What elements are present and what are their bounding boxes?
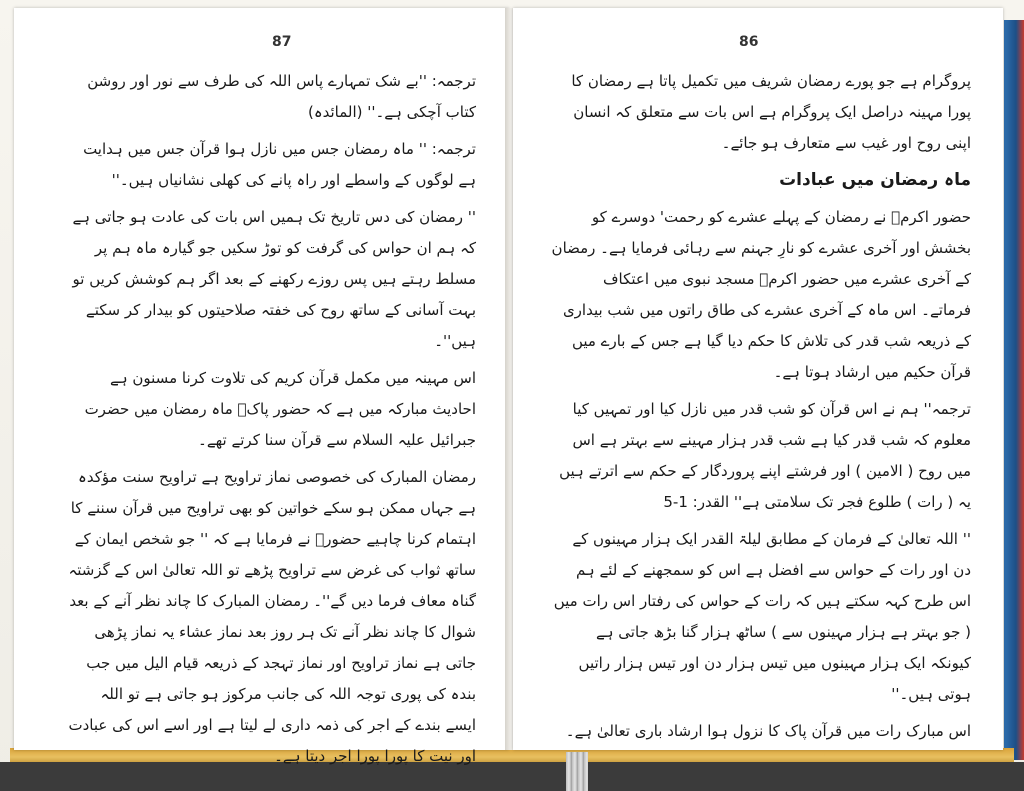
paragraph: '' اللہ تعالیٰ کے فرمان کے مطابق لیلۃ القدر ایک ہزار مہینوں کے دن اور رات کے حواس سے افضل ہے اس کو سمجھنے کے لئے ہم اس طرح کہہ سکتے ہیں کہ رات کے حواس کی رفتار اس رات میں ( جو بہتر ہے ہزار مہینوں سے ) ساٹھ ہزار گنا بڑھ جاتی ہے کیونکہ ایک ہزار مہینوں میں تیس ہزار دن اور تیس ہزار راتیں ہوتی ہیں۔'' — [553, 530, 971, 703]
right-page-text — [551, 66, 971, 753]
paragraph: ترجمہ: '' ماہ رمضان جس میں نازل ہوا قرآن جس میں ہدایت ہے لوگوں کے واسطے اور راہ پانے کی کھلی نشانیاں ہیں۔'' — [83, 140, 476, 189]
paragraph: ترجمہ: ''بے شک تمہارے پاس اللہ کی طرف سے نور اور روشن کتاب آچکی ہے۔'' (المائدہ) — [87, 72, 476, 121]
page-number: 87 — [272, 34, 292, 50]
paragraph: اس مبارک رات میں قرآن پاک کا نزول ہوا ارشاد باری تعالیٰ ہے۔ — [565, 722, 971, 740]
paragraph: پروگرام ہے جو پورے رمضان شریف میں تکمیل پاتا ہے رمضان کا پورا مہینہ دراصل ایک پروگرام ہے اس بات سے متعلق کہ انسان اپنی روح اور غیب سے متعارف ہو جائے۔ — [571, 72, 971, 152]
left-page-text — [66, 66, 476, 778]
bookmark-ribbon — [566, 752, 588, 791]
paragraph: ترجمہ'' ہم نے اس قرآن کو شب قدر میں نازل کیا اور تمہیں کیا معلوم کہ شب قدر کیا ہے شب قدر ہزار مہینے سے بہتر ہے اس میں روح ( الامین ) اور فرشتے اپنے پروردگار کے حکم سے اترتے ہیں یہ ( رات ) طلوع فجر تک سلامتی ہے'' القدر: 1-5 — [559, 400, 971, 511]
section-heading: ماہ رمضان میں عبادات — [779, 170, 971, 190]
page-number: 86 — [739, 34, 759, 50]
left-page — [14, 8, 509, 765]
book-cover-edge — [1004, 20, 1024, 760]
right-page — [513, 8, 1003, 750]
paragraph: '' رمضان کی دس تاریخ تک ہمیں اس بات کی عادت ہو جاتی ہے کہ ہم ان حواس کی گرفت کو توڑ سکیں جو گیارہ ماہ ہم پر مسلط رہتے ہیں پس روزے رکھنے کے بعد اگر ہم کوشش کریں تو بہت آسانی کے ساتھ روح کی خفتہ صلاحیتوں کو بیدار کر سکتے ہیں''۔ — [72, 208, 476, 350]
paragraph: اس مہینہ میں مکمل قرآن کریم کی تلاوت کرنا مسنون ہے احادیث مبارکہ میں ہے کہ حضور پاکؐ ماہ رمضان میں حضرت جبرائیل علیہ السلام سے قرآن سنا کرتے تھے۔ — [84, 369, 476, 449]
paragraph: حضور اکرمؐ نے رمضان کے پہلے عشرے کو رحمت' دوسرے کو بخشش اور آخری عشرے کو نارِ جہنم سے رہائی فرمایا ہے۔ رمضان کے آخری عشرے میں حضور اکرمؐ مسجد نبوی میں اعتکاف فرماتے۔ اس ماہ کے آخری عشرے کی طاق راتوں میں شب بیداری کے ذریعہ شب قدر کی تلاش کا حکم دیا گیا ہے جس کے بارے میں قرآن حکیم میں ارشاد ہوتا ہے۔ — [551, 208, 971, 381]
paragraph: رمضان المبارک کی خصوصی نماز تراویح ہے تراویح سنت مؤکدہ ہے جہاں ممکن ہو سکے خواتین کو بھی تراویح میں قرآن سننے کا اہتمام کرنا چاہیے حضورؐ نے فرمایا ہے کہ '' جو شخص ایمان کے ساتھ ثواب کی غرض سے تراویح پڑھے تو اللہ تعالیٰ اس کے گزشتہ گناہ معاف فرما دیں گے''۔ رمضان المبارک کا چاند نظر آنے کے بعد شوال کا چاند نظر آنے تک ہر روز بعد نماز عشاء یہ نماز پڑھی جاتی ہے نماز تراویح اور نماز تہجد کے ذریعہ قیام الیل میں جب بندہ کی پوری توجہ اللہ کی جانب مرکوز ہو جاتی ہے تو اللہ ایسے بندے کے اجر کی ذمہ داری لے لیتا ہے اور اسے اس کی عبادت اور نیت کا پورا پورا اجر دیتا ہے۔ — [68, 468, 476, 765]
